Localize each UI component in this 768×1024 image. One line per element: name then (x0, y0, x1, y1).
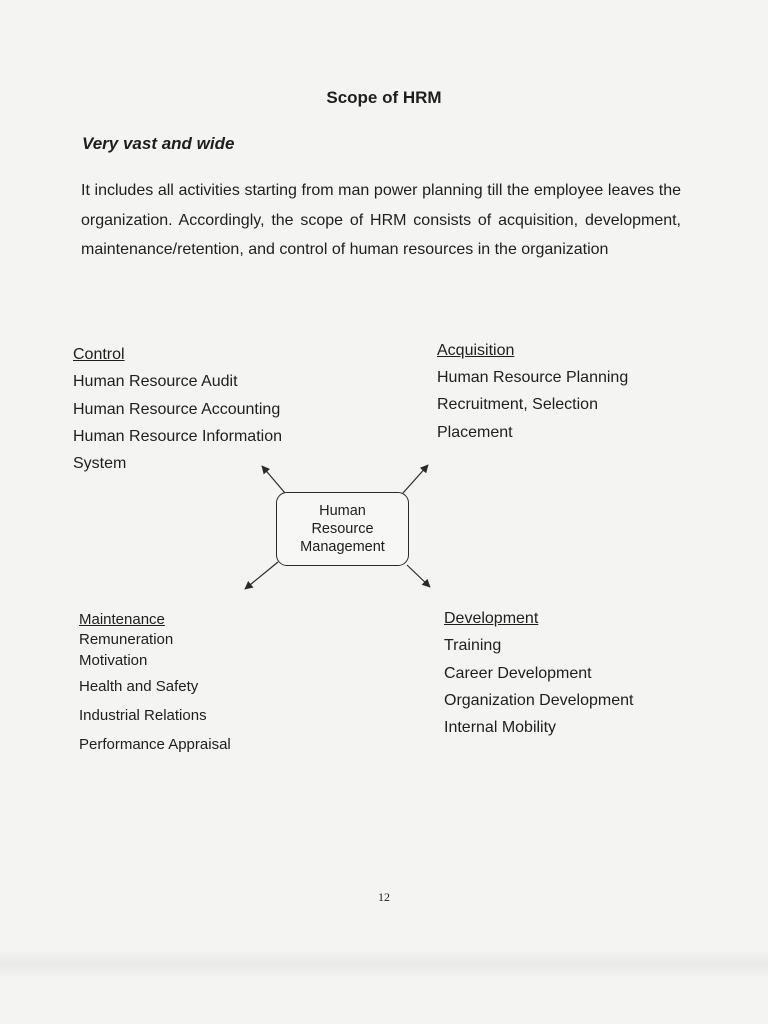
page-number: 12 (378, 890, 390, 904)
control-item: System (73, 455, 127, 473)
acquisition-item: Placement (437, 423, 513, 441)
hrm-center-box (276, 492, 409, 566)
maintenance-section (79, 611, 231, 758)
acquisition-item: Human Resource Planning (437, 369, 629, 387)
maintenance-item: Motivation (79, 652, 148, 669)
development-item: Organization Development (444, 691, 634, 709)
arrow-to-control (262, 466, 285, 493)
subtitle: Very vast and wide (82, 134, 235, 153)
maintenance-item: Performance Appraisal (79, 736, 231, 753)
control-item: Human Resource Information (73, 427, 282, 445)
arrow-to-development (407, 565, 430, 587)
development-item: Internal Mobility (444, 719, 557, 737)
intro-line: It includes all activities starting from man power planning till the employee (81, 182, 604, 199)
development-item: Career Development (444, 664, 592, 682)
page-title: Scope of HRM (326, 88, 442, 107)
intro-line: resources in the organization (403, 241, 609, 258)
arrow-to-maintenance (245, 562, 278, 589)
maintenance-item: Health and Safety (79, 678, 199, 695)
center-line: Management (300, 539, 385, 555)
development-item: Training (444, 637, 502, 655)
intro-line: leaves the organization. Accordingly, the scope of HRM consists of (81, 182, 682, 229)
development-section (444, 605, 633, 741)
control-item: Human Resource Accounting (73, 400, 281, 418)
maintenance-heading: Maintenance (79, 611, 165, 628)
center-line: Human (319, 503, 366, 519)
maintenance-item: Industrial Relations (79, 707, 207, 724)
center-line: Resource (311, 521, 374, 537)
intro-line: acquisition, development, maintenance/retention, and control of human (81, 211, 682, 258)
arrow-to-acquisition (403, 465, 428, 493)
acquisition-heading: Acquisition (437, 342, 515, 359)
control-heading: Control (73, 346, 125, 363)
control-item: Human Resource Audit (73, 373, 238, 391)
acquisition-item: Recruitment, Selection (437, 396, 598, 414)
maintenance-item: Remuneration (79, 631, 174, 648)
development-heading: Development (444, 610, 539, 627)
